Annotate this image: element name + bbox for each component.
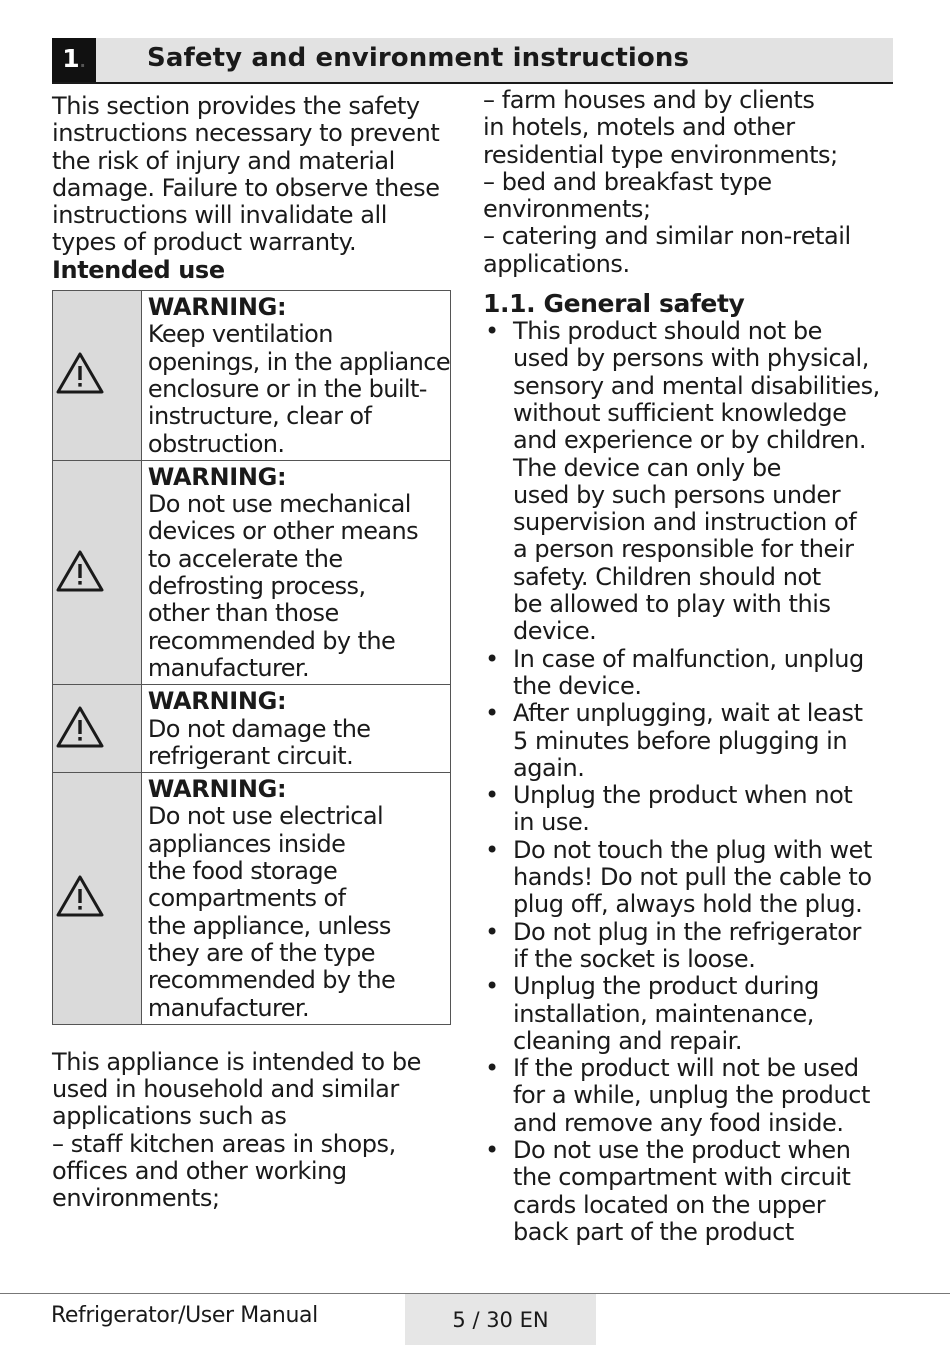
warning-row bbox=[53, 460, 451, 684]
warning-text: Do not damage the refrigerant circuit. bbox=[147, 714, 371, 770]
intended-use-heading: Intended use bbox=[52, 255, 225, 284]
footer-manual-title: Refrigerator/User Manual bbox=[51, 1303, 318, 1328]
section-title: Safety and environment instructions bbox=[147, 43, 690, 73]
warning-label: WARNING: bbox=[147, 293, 287, 322]
general-safety-list bbox=[483, 318, 903, 1246]
warning-text: Do not use mechanical devices or other means to accelerate the defrosting process, other than those recommended by the manufacturer. bbox=[147, 490, 418, 682]
list-item: • If the product will not be used for a while, unplug the product and remove any food inside. bbox=[483, 1055, 903, 1137]
list-item: • Do not plug in the refrigerator if the socket is loose. bbox=[483, 919, 903, 974]
list-item: • Do not use the product when the compartment with circuit cards located on the upper back part of the product bbox=[483, 1137, 903, 1246]
right-column bbox=[483, 87, 903, 1246]
warnings-table bbox=[52, 290, 451, 1025]
list-item: • Do not touch the plug with wet hands! Do not pull the cable to plug off, always hold the plug. bbox=[483, 837, 903, 919]
left-column bbox=[52, 93, 462, 1213]
warning-text: Keep ventilation openings, in the appliance enclosure or in the built- instructure, clear of obstruction. bbox=[147, 320, 450, 458]
general-safety-heading: 1.1. General safety bbox=[483, 289, 745, 319]
warning-triangle-icon bbox=[55, 549, 105, 593]
intro-paragraph: This section provides the safety instructions necessary to prevent the risk of injury and material damage. Failure to observe these instructions will invalidate all types of product warranty. bbox=[52, 92, 440, 257]
section-number-badge: 1. bbox=[52, 38, 96, 82]
warning-label: WARNING: bbox=[147, 687, 287, 716]
list-item: • Unplug the product during installation, maintenance, cleaning and repair. bbox=[483, 973, 903, 1055]
warning-triangle-icon bbox=[55, 705, 105, 749]
section-header bbox=[52, 38, 893, 84]
warning-row bbox=[53, 291, 451, 461]
footer-page-number: 5 / 30 EN bbox=[405, 1294, 596, 1345]
list-item: • This product should not be used by persons with physical, sensory and mental disabilities, without sufficient knowledge and experience or by children. The device can only be used by such persons under supervision and instruction of a person responsible for their safety. Children should not be allowed to play with this device. bbox=[483, 318, 903, 646]
list-item: • In case of malfunction, unplug the device. bbox=[483, 646, 903, 701]
warning-row bbox=[53, 773, 451, 1025]
warning-text: Do not use electrical appliances inside the food storage compartments of the appliance, unless they are of the type recommended by the manufacturer. bbox=[147, 802, 396, 1022]
list-item: • Unplug the product when not in use. bbox=[483, 782, 903, 837]
warning-triangle-icon bbox=[55, 351, 105, 395]
warning-label: WARNING: bbox=[147, 462, 287, 491]
warning-triangle-icon bbox=[55, 874, 105, 918]
warning-row bbox=[53, 685, 451, 773]
intended-use-paragraph: This appliance is intended to be used in household and similar applications such as – staff kitchen areas in shops, offices and other working environments; bbox=[52, 1047, 421, 1213]
warning-label: WARNING: bbox=[147, 775, 287, 804]
list-item: • After unplugging, wait at least 5 minutes before plugging in again. bbox=[483, 700, 903, 782]
intended-use-continued: – farm houses and by clients in hotels, motels and other residential type environments; – bed and breakfast type environments; – catering and similar non-retail applications. bbox=[483, 86, 851, 278]
